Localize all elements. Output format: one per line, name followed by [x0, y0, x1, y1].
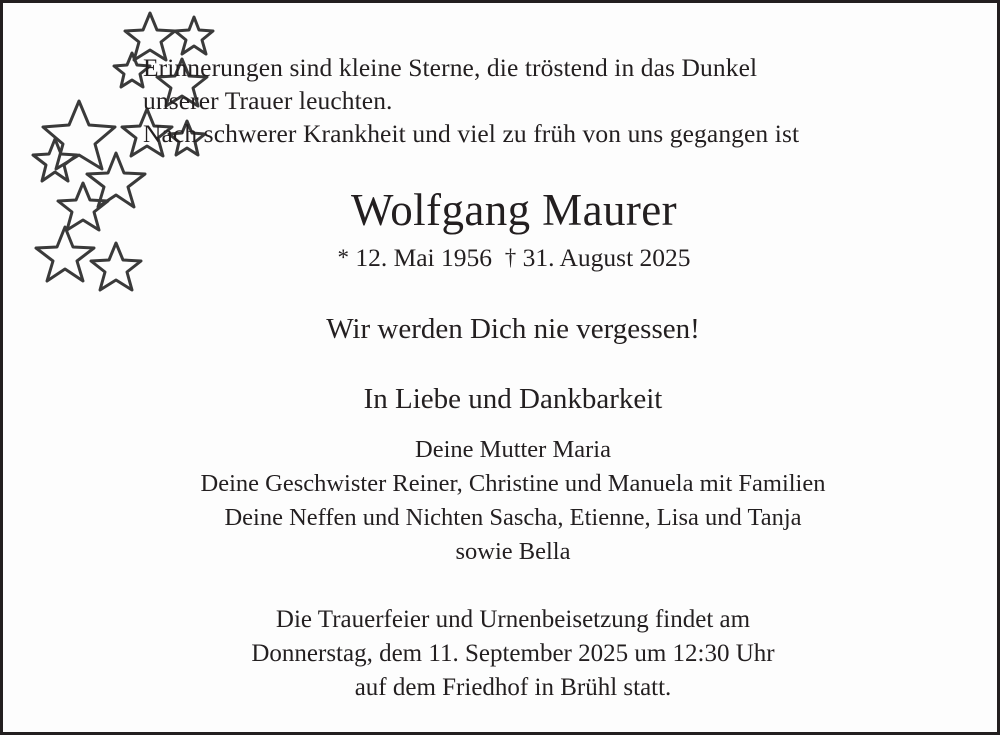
farewell-text: Wir werden Dich nie vergessen! [326, 313, 700, 345]
family-line-2: Deine Geschwister Reiner, Christine und Manuela mit Familien [200, 470, 826, 497]
family-list [3, 433, 1000, 569]
family-line-3: Deine Neffen und Nichten Sascha, Etienne, Lisa und Tanja [224, 504, 802, 531]
death-date: 31. August 2025 [522, 243, 691, 272]
intro-line-2: unserer Trauer leuchten. [143, 86, 393, 115]
intro-text [103, 51, 903, 150]
ceremony-line-1: Die Trauerfeier und Urnenbeisetzung findet am [275, 606, 751, 633]
notice-content [3, 3, 1000, 705]
family-line-4: sowie Bella [455, 538, 571, 565]
gratitude-text: In Liebe und Dankbarkeit [363, 383, 663, 415]
ceremony-details [3, 603, 1000, 705]
birth-symbol: * [337, 245, 349, 270]
ceremony-line-2: Donnerstag, dem 11. September 2025 um 12:30 Uhr [251, 640, 775, 667]
notice-inner-frame [3, 3, 997, 732]
deceased-name: Wolfgang Maurer [350, 185, 677, 235]
birth-date: 12. Mai 1956 [355, 243, 493, 272]
family-line-1: Deine Mutter Maria [415, 436, 611, 463]
intro-line-3: Nach schwerer Krankheit und viel zu früh von uns gegangen ist [143, 119, 800, 148]
life-dates [3, 242, 1000, 275]
death-symbol: † [504, 245, 517, 270]
ceremony-line-3: auf dem Friedhof in Brühl statt. [354, 674, 672, 701]
intro-line-1: Erinnerungen sind kleine Sterne, die tröstend in das Dunkel [143, 53, 758, 82]
